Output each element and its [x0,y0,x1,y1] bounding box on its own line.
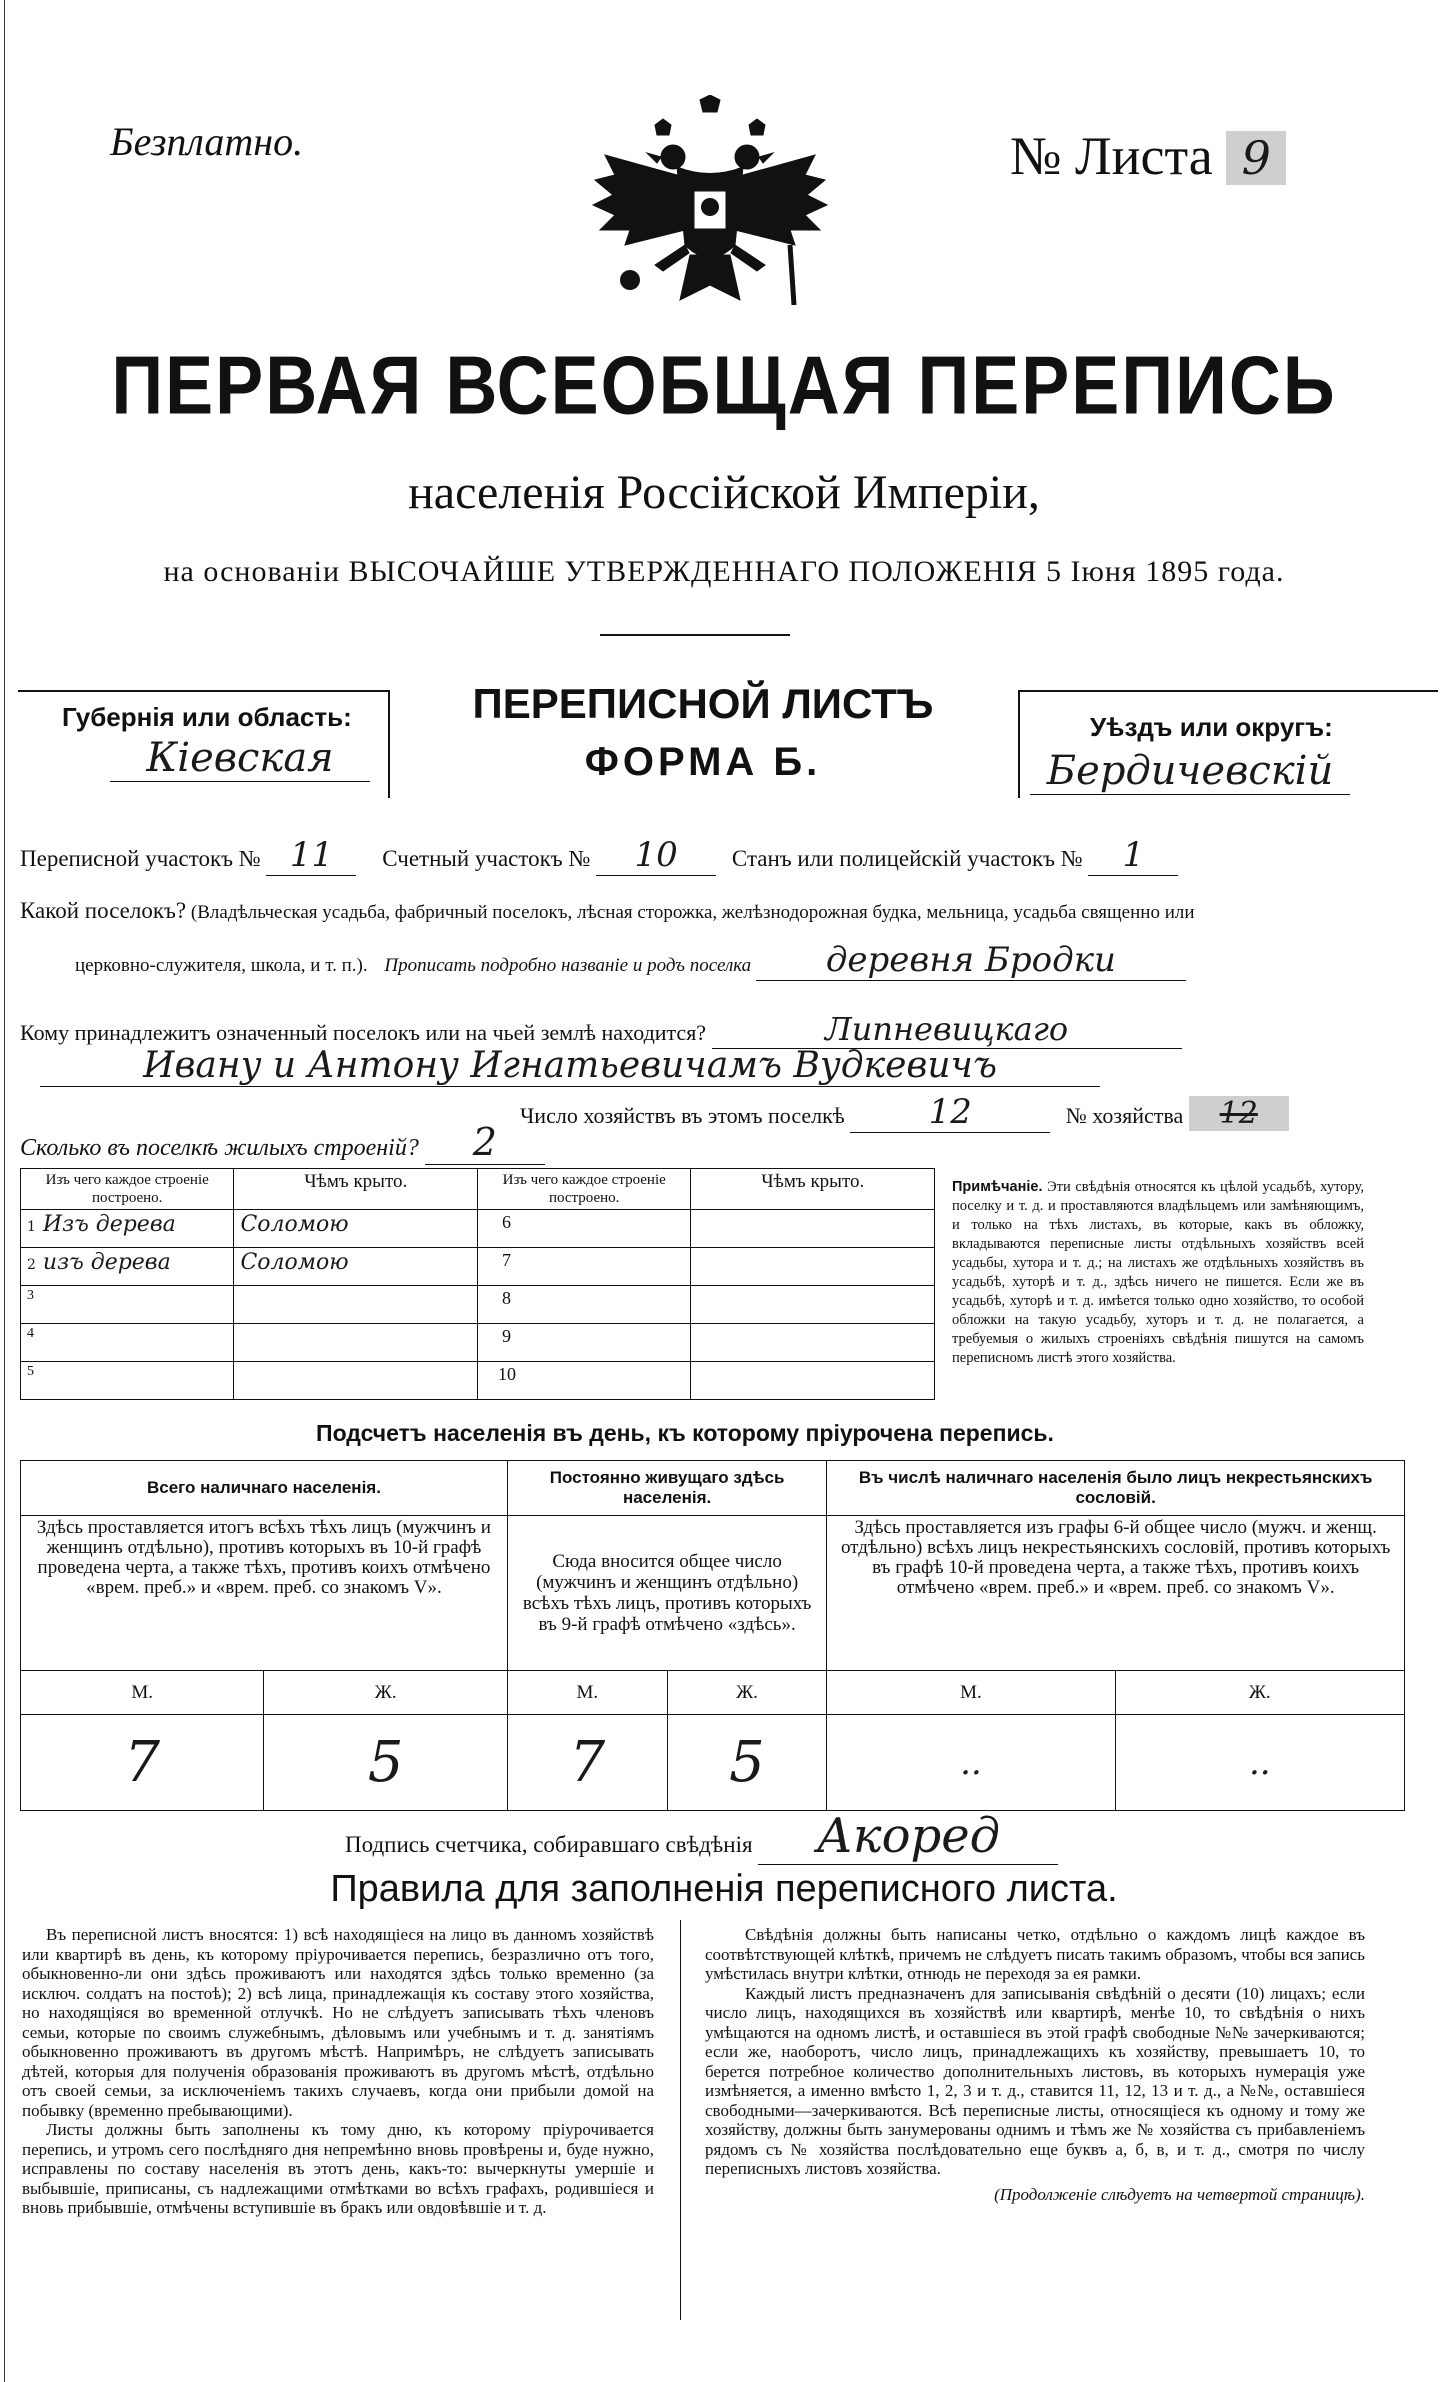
table-cell: Соломою [234,1248,478,1286]
table-row [21,1362,935,1400]
population-table [20,1460,1405,1811]
col-material-header: Изъ чего каждое строеніе построено. [21,1169,234,1210]
m-label: М. [21,1671,264,1715]
zh-label: Ж. [264,1671,507,1715]
signature-label: Подпись счетчика, собиравшаго свѣдѣнія [345,1832,753,1857]
col2-header: Постоянно живущаго здѣсь населенія. [507,1461,826,1516]
table-cell: 9 [477,1324,690,1362]
form-box-top-right [1018,690,1438,692]
signature-row [345,1808,1058,1865]
owner-row [20,1010,1430,1049]
note-label: Примѣчаніе. [952,1179,1043,1195]
settlement-hint: (Владѣльческая усадьба, фабричный поселокъ, лѣсная сторожка, желѣзнодорожная будка, мельница, усадьба священно или [190,902,1195,923]
stan-label: Станъ или полицейскій участокъ № [731,846,1083,871]
table-cell: 6 [477,1210,690,1248]
nonpeasant-female-value: .. [1115,1715,1404,1811]
household-no-label: № хозяйства [1065,1103,1184,1128]
col-material-header-2: Изъ чего каждое строеніе построено. [477,1169,690,1210]
table-cell: 1 Изъ дерева [21,1210,234,1248]
rules-title: Правила для заполненія переписного листа. [330,1868,1118,1910]
rules-right-p2: Каждый листъ предназначенъ для записыванія свѣдѣній о десяти (10) лицахъ; если число лицъ, находящихся въ хозяйствѣ или квартирѣ, менѣе 10, то свѣдѣнія о нихъ умѣщаются на одномъ листѣ, и оставшіеся въ этой графѣ свободные №№ зачеркиваются; если же, наоборотъ, число лицъ, принадлежащихъ къ хозяйству, превышаетъ 10, то берется потребное количество дополнительныхъ листовъ, въ которыхъ нумерація уже измѣняется, а именно вмѣсто 1, 2, 3 и т. д., ставится 11, 12, 13 и т. д., а №№, оставшіеся свободными—зачеркиваются. Всѣ переписные листы, относящіеся къ одному и тому же хозяйству, должны быть занумерованы однимъ и тѣмъ же № хозяйства съ прибавленіемъ рядомъ съ № хозяйства послѣдовательно еще буквъ а, б, в, и т. д., смотря по числу переписныхъ листовъ хозяйства. [705,1983,1365,2178]
table-cell [234,1286,478,1324]
table-cell [691,1324,935,1362]
owner-value-1: Липневицкаго [712,1010,1182,1049]
rules-right-p1: Свѣдѣнія должны быть написаны четко, отдѣльно о каждомъ лицѣ каждое въ соотвѣтствующей клѣткѣ, причемъ не слѣдуетъ писать такимъ образомъ, чтобы вся запись умѣстилась внутри клѣтки, отнюдь не переходя за ея рамки. [705,1925,1365,1983]
zh-label: Ж. [1115,1671,1404,1715]
sheet-number-label: № Листа [1010,126,1213,186]
rules-left-column [22,1925,654,2218]
table-cell [691,1286,935,1324]
free-label: Безплатно. [110,119,304,164]
table-cell: 5 [21,1362,234,1400]
nonpeasant-male-value: .. [827,1715,1115,1811]
col3-text: Здѣсь проставляется изъ графы 6-й общее число (мужч. и женщ. отдѣльно) всѣхъ лицъ некрестьянскихъ сословій, противъ которыхъ въ графѣ 10-й проведена черта, а также тѣхъ, противъ коихъ отмѣчено «врем. преб.» и «врем. преб. со знакомъ V». [827,1516,1405,1671]
uezd-value: Бердичевскій [1030,748,1350,795]
form-box-right-divider [1018,690,1020,798]
table-cell [234,1324,478,1362]
settlement-label: Какой поселокъ? [20,898,187,923]
form-label: ФОРМА Б. [584,740,822,784]
population-values-row [21,1715,1405,1811]
rules-left-p2: Листы должны быть заполнены къ тому дню, къ которому пріурочивается перепись, и утромъ сего послѣдняго дня непремѣнно вновь провѣрены и, буде нужно, исправлены по составу населенія въ этотъ день, какъ-то: вычеркнуты умершіе и выбывшіе, приписаны, съ надлежащими отмѣтками во всѣхъ графахъ, родившіеся и вновь прибывшіе, отмѣчены вступившіе въ бракъ или овдовѣвшіе и т. д. [22,2120,654,2217]
table-cell [691,1248,935,1286]
count-district-label: Счетный участокъ № [382,846,591,871]
population-title: Подсчетъ населенія въ день, къ которому пріурочена перепись. [316,1420,1054,1446]
census-district-value: 11 [266,835,356,876]
resident-male-value: 7 [507,1715,667,1811]
imperial-eagle-emblem [585,95,835,325]
settlement-value: деревня Бродки [756,940,1186,981]
basis-text: на основаніи ВЫСОЧАЙШЕ УТВЕРЖДЕННАГО ПОЛОЖЕНІЯ 5 Іюня 1895 года. [163,555,1285,588]
table-cell: Соломою [234,1210,478,1248]
table-cell: 4 [21,1324,234,1362]
m-label: М. [507,1671,667,1715]
buildings-value: 2 [425,1120,545,1165]
signature-value: Акоред [758,1808,1058,1865]
table-row [21,1210,935,1248]
households-value: 12 [850,1092,1050,1133]
buildings-note [952,1178,1364,1368]
table-row [21,1248,935,1286]
owner-label: Кому принадлежитъ означенный поселокъ или на чьей землѣ находится? [20,1020,707,1045]
col1-header: Всего наличнаго населенія. [21,1461,508,1516]
households-label: Число хозяйствъ въ этомъ поселкѣ [520,1103,845,1128]
form-title: ПЕРЕПИСНОЙ ЛИСТЪ [472,680,934,727]
sheet-number-value: 9 [1226,131,1286,185]
table-cell: 3 [21,1286,234,1324]
rules-column-divider [680,1920,681,2320]
guberniya-label: Губернія или область: [62,702,352,732]
note-text: Эти свѣдѣнія относятся къ цѣлой усадьбѣ, хутору, поселку и т. д. и проставляются владѣльцемъ или замѣняющимъ, и только на тѣхъ листахъ, въ которые, какъ въ обложку, вкладываются переписные листы отдѣльныхъ хозяйствъ всей усадьбы, хутора и т. д.; на листахъ же отдѣльныхъ хозяйствъ въ усадьбѣ, хуторѣ и т. д., здѣсь ничего не пишется. Если же въ усадьбѣ, хуторѣ и т. д. имѣется только одно хозяйство, то особой обложки на такую усадьбу, хуторъ и т. д. не полагается, а требуемыя о жилыхъ строеніяхъ свѣдѣнія пишутся на самомъ переписномъ листѣ этого хозяйства. [952,1179,1365,1366]
subtitle: населенія Россійской Имперіи, [408,466,1040,519]
table-cell: 2 изъ дерева [21,1248,234,1286]
col-roof-header: Чѣмъ крыто. [234,1169,478,1210]
table-cell [234,1362,478,1400]
uezd-label: Уѣздъ или округъ: [1090,712,1333,742]
rules-continuation: (Продолженіе слѣдуетъ на четвертой страницѣ). [994,2184,1365,2204]
table-cell [691,1362,935,1400]
table-cell: 10 [477,1362,690,1400]
settlement-hint-2: церковно-служителя, школа, и т. п.). [75,955,368,976]
households-row [520,1092,1420,1133]
main-title: ПЕРВАЯ ВСЕОБЩАЯ ПЕРЕПИСЬ [111,340,1337,432]
col3-header: Въ числѣ наличнаго населенія было лицъ некрестьянскихъ сословій. [827,1461,1405,1516]
col-roof-header-2: Чѣмъ крыто. [691,1169,935,1210]
table-cell: 7 [477,1248,690,1286]
guberniya-value: Кіевская [110,735,370,782]
buildings-table [20,1168,935,1400]
table-row [21,1324,935,1362]
settlement-instruction: Прописать подробно названіе и родъ поселка [384,955,752,976]
census-district-label: Переписной участокъ № [20,846,261,871]
owner-value-2: Ивану и Антону Игнатьевичамъ Вудкевичъ [40,1045,1100,1087]
population-header-row [21,1461,1405,1516]
col2-text: Сюда вносится общее число (мужчинъ и женщинъ отдѣльно) всѣхъ тѣхъ лицъ, противъ которыхъ въ 9-й графѣ отмѣчено «здѣсь». [507,1516,826,1671]
table-row [21,1286,935,1324]
buildings-row [20,1120,545,1165]
household-no-value: 12 [1189,1096,1289,1131]
rules-left-p1: Въ переписной листъ вносятся: 1) всѣ находящіеся на лицо въ данномъ хозяйствѣ или квартирѣ въ день, къ которому пріурочивается перепись, безразлично отъ того, обыкновенно-ли они здѣсь проживаютъ или находятся здѣсь только временно (за исключ. солдатъ на постоѣ); 2) всѣ лица, принадлежащія къ составу этого хозяйства, но находящіяся во временной отлучкѣ. Но не слѣдуетъ записывать тѣхъ членовъ семьи, которые по своимъ служебнымъ, дѣловымъ или учебнымъ и т. д. занятіямъ обыкновенно проживаютъ въ другомъ мѣстѣ. Напримѣръ, не слѣдуетъ записывать дѣтей, которыя для полученія образованія проживаютъ въ другомъ мѣстѣ, отдѣльно отъ своей семьи, за исключеніемъ такихъ случаевъ, когда они прибыли домой на побывку (временно пребывающими). [22,1925,654,2120]
rules-right-column [705,1925,1365,2204]
header-divider [600,634,790,636]
buildings-label: Сколько въ поселкѣ жилыхъ строеній? [20,1135,419,1161]
population-text-row [21,1516,1405,1671]
form-box-top-left [18,690,388,692]
zh-label: Ж. [667,1671,827,1715]
col1-text: Здѣсь проставляется итогъ всѣхъ тѣхъ лицъ (мужчинъ и женщинъ отдѣльно), противъ которыхъ въ 10-й графѣ проведена черта, а также тѣхъ, противъ коихъ отмѣчено «врем. преб.» и «врем. преб. со знакомъ V». [21,1516,508,1671]
present-female-value: 5 [264,1715,507,1811]
settlement-row [20,898,1430,924]
census-district-row [20,835,1420,876]
stan-value: 1 [1088,835,1178,876]
buildings-table-header [21,1169,935,1210]
resident-female-value: 5 [667,1715,827,1811]
settlement-row-2 [75,940,1435,981]
table-cell [691,1210,935,1248]
population-mf-row [21,1671,1405,1715]
table-cell: 8 [477,1286,690,1324]
present-male-value: 7 [21,1715,264,1811]
m-label: М. [827,1671,1115,1715]
sheet-number [1010,125,1286,187]
count-district-value: 10 [596,835,716,876]
